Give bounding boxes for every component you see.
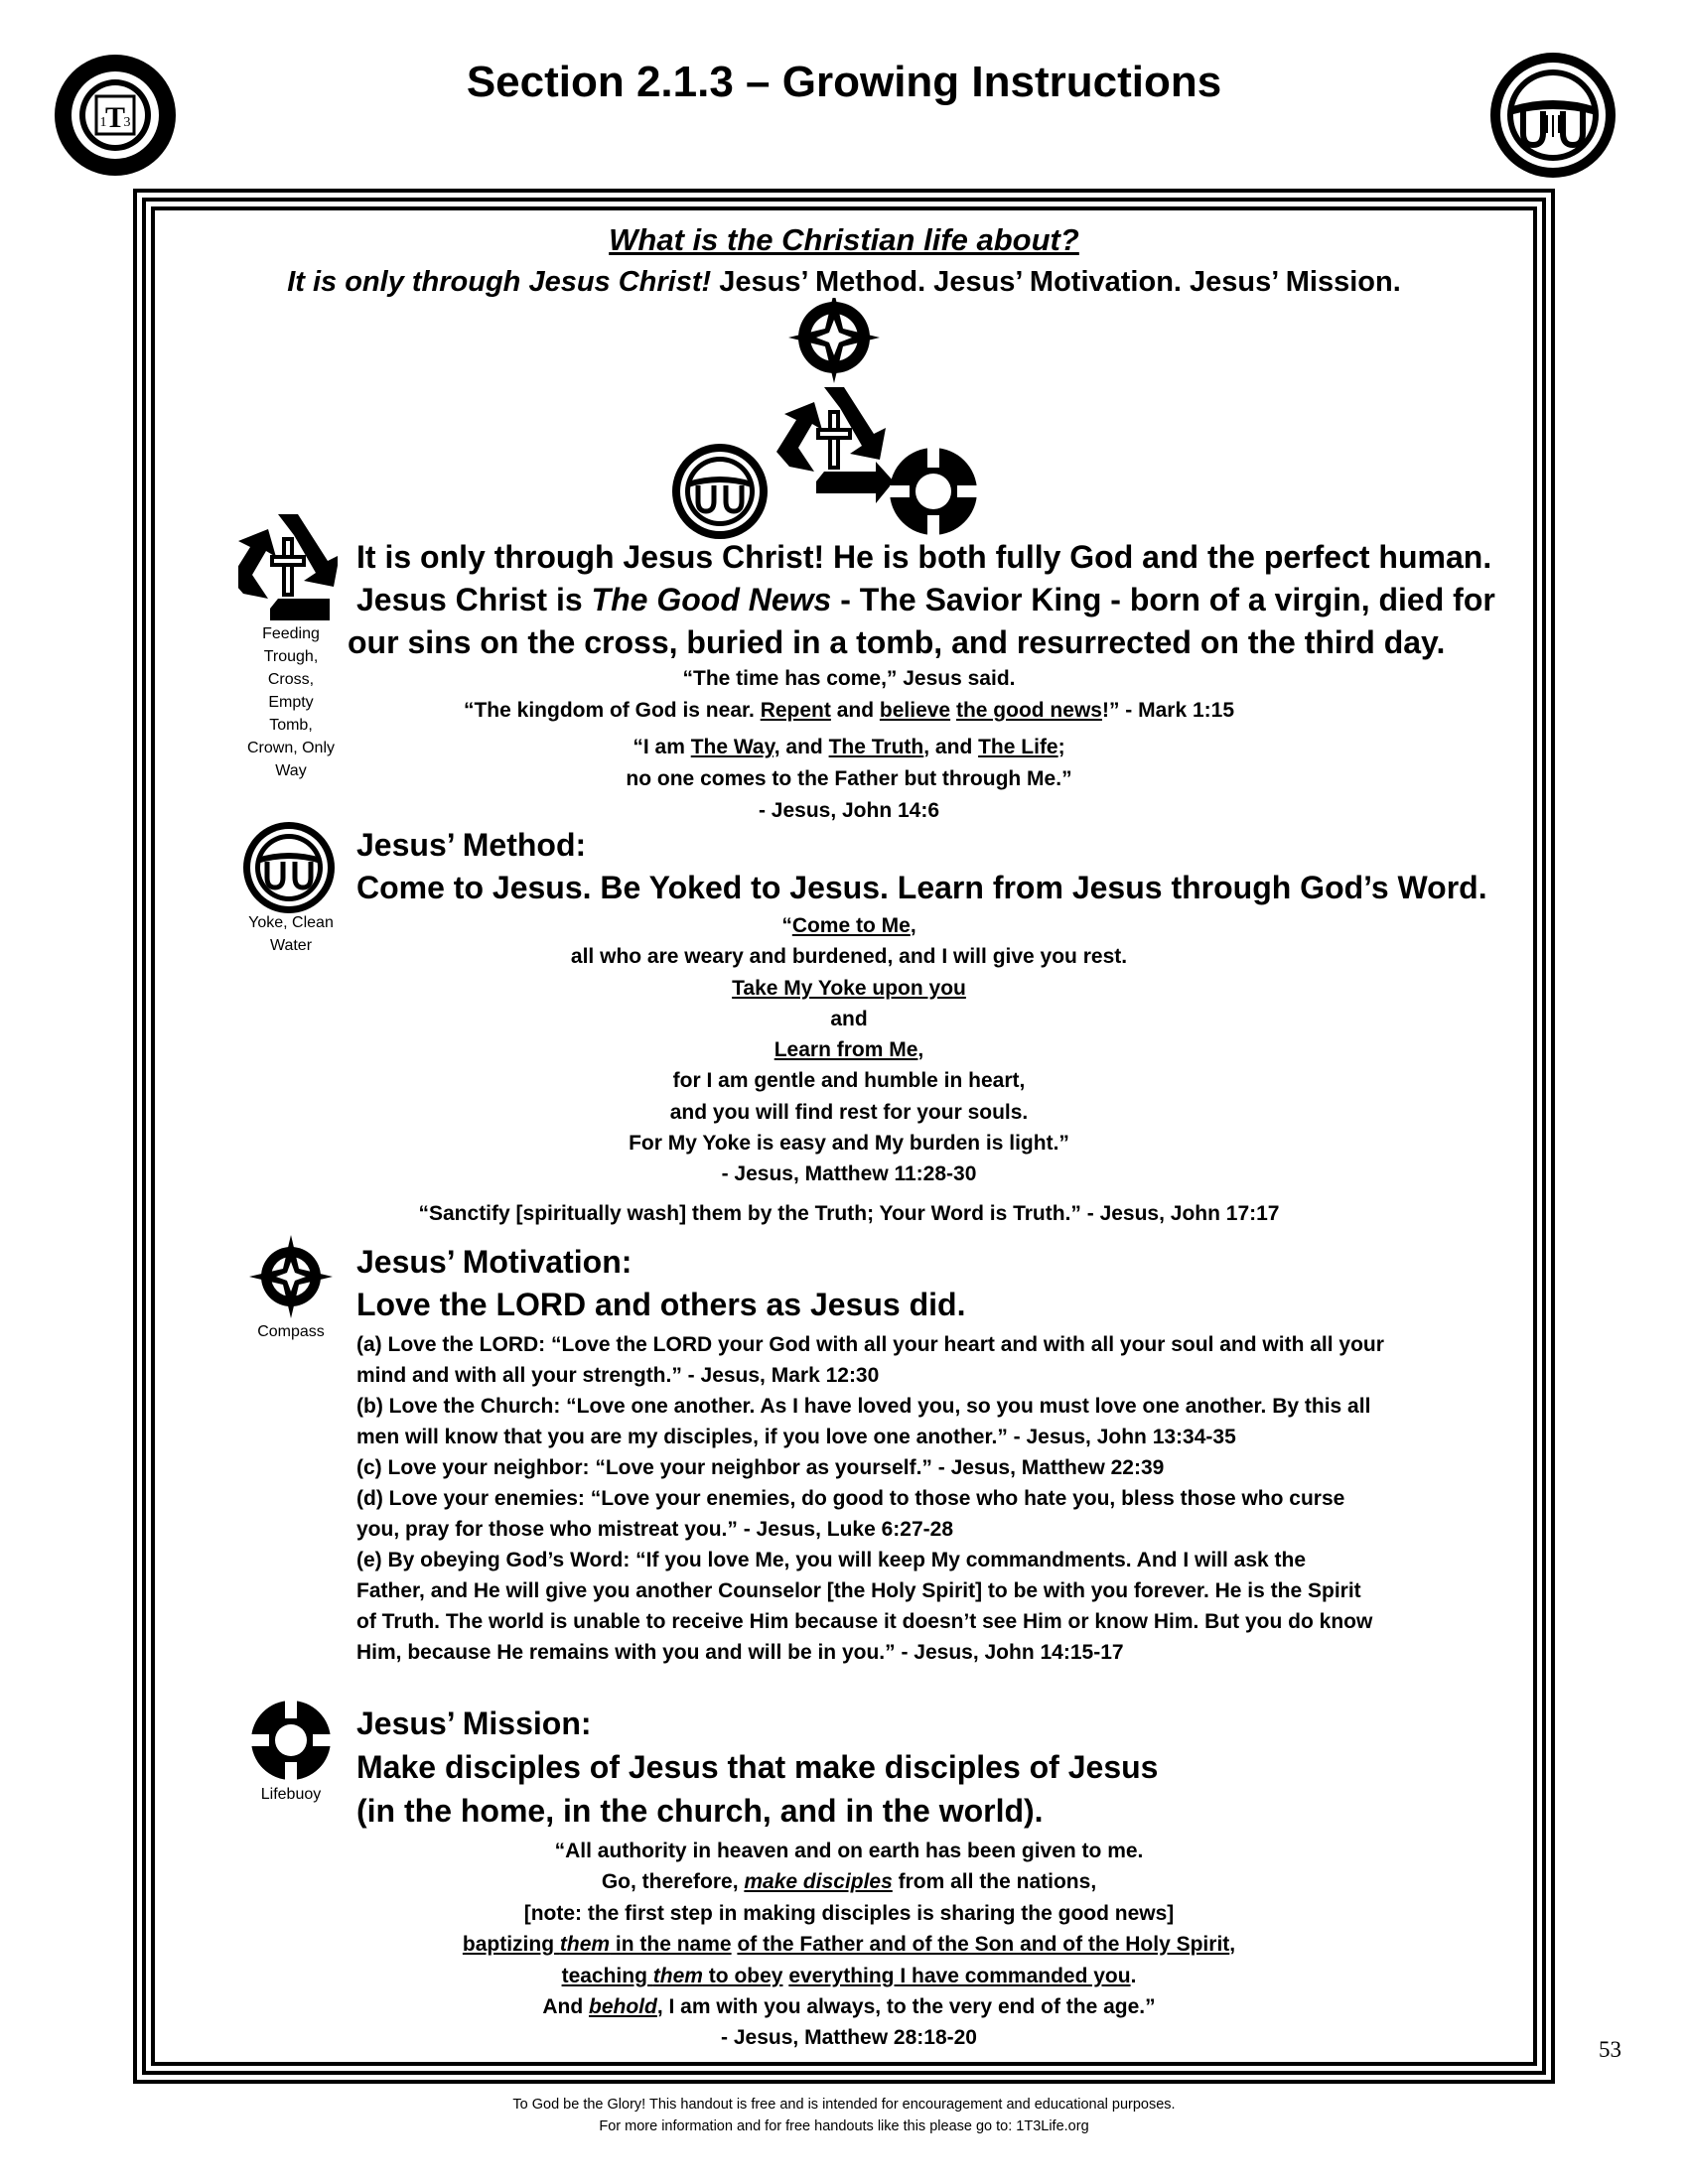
christ-quote-1: “The time has come,” Jesus said. xyxy=(682,667,1016,690)
christ-line-2-a: Jesus Christ is xyxy=(356,582,592,617)
svg-text:1: 1 xyxy=(99,115,107,130)
q3-and: and xyxy=(779,736,829,758)
intro-subtitle-lead: It is only through Jesus Christ! xyxy=(287,266,712,298)
mission-quote-7: - Jesus, Matthew 28:18-20 xyxy=(721,2026,977,2049)
mq1-end: , xyxy=(910,914,916,937)
intro-question: What is the Christian life about? xyxy=(609,222,1079,257)
svg-text:T: T xyxy=(104,101,126,134)
mi-q5-a: teaching xyxy=(561,1965,653,1987)
christ-quote-4: no one comes to the Father but through Me.” xyxy=(626,767,1072,790)
method-quote-9: - Jesus, Matthew 11:28-30 xyxy=(721,1162,977,1185)
icon-cluster xyxy=(665,298,983,541)
motivation-line: mind and with all your strength.” - Jesus, Mark 12:30 xyxy=(356,1364,880,1387)
mi-q4-b: in the name xyxy=(610,1933,732,1956)
intro-subtitle xyxy=(0,266,1688,299)
christ-line-1: It is only through Jesus Christ! He is both fully God and the perfect human. xyxy=(356,539,1492,575)
footer-line-2: For more information and for free handouts like this please go to: 1T3Life.org xyxy=(599,2118,1089,2134)
compass-icon xyxy=(788,298,880,383)
motivation-line: (d) Love your enemies: “Love your enemies, do good to those who hate you, bless those who curse xyxy=(356,1487,1345,1510)
q2-repent: Repent xyxy=(760,699,831,722)
mq5-u: Learn from Me xyxy=(774,1038,918,1061)
method-quote-3 xyxy=(328,973,1370,1004)
mi-q2-a: Go, therefore, xyxy=(601,1870,745,1893)
mq1-u: Come to Me xyxy=(791,914,911,937)
christ-icon-label: Feeding Trough, Cross, Empty Tomb, Crown, Only Way xyxy=(246,625,336,779)
mq3-u: Take My Yoke upon you xyxy=(732,977,966,1000)
christ-line-2-b: The Good News xyxy=(591,582,832,617)
intro-subtitle-rest: Jesus’ Method. Jesus’ Motivation. Jesus’ Mission. xyxy=(711,266,1401,298)
page-number: 53 xyxy=(1599,2037,1621,2062)
q3-a: “I am xyxy=(633,736,691,758)
method-quote-2: all who are weary and burdened, and I will give you rest. xyxy=(570,945,1128,968)
christ-line-2 xyxy=(356,579,1495,621)
q3-truth: The Truth xyxy=(828,736,924,758)
compass-side-icon xyxy=(248,1234,334,1319)
method-quote-10: “Sanctify [spiritually wash] them by the Truth; Your Word is Truth.” - Jesus, John 17:17 xyxy=(418,1202,1280,1225)
motivation-line: of Truth. The world is unable to receive Him because it doesn’t see Him or know Him. But you do know xyxy=(356,1610,1373,1633)
cross-recycle-side-icon xyxy=(238,511,338,620)
christ-quote-3 xyxy=(328,732,1370,762)
page-title: Section 2.1.3 – Growing Instructions xyxy=(466,58,1222,106)
mission-quote-5 xyxy=(328,1961,1370,1991)
footer-line-1: To God be the Glory! This handout is free and is intended for encouragement and educational purposes. xyxy=(512,2097,1176,2113)
mi-q5-b: to obey xyxy=(702,1965,783,1987)
mi-q2-end: from all the nations, xyxy=(892,1870,1097,1893)
method-icon-label: Yoke, Clean Water xyxy=(248,914,334,954)
mi-q4-a: baptizing xyxy=(462,1933,560,1956)
mi-q6-end: , I am with you always, to the very end of the age.” xyxy=(656,1995,1156,2018)
christ-quote-2 xyxy=(328,695,1370,726)
mission-subtitle-1: Make disciples of Jesus that make disciples of Jesus xyxy=(356,1749,1159,1785)
mi-q5-c: everything I have commanded you xyxy=(788,1965,1131,1987)
mi-q4-c: of the Father and of the Son and of the Holy Spirit xyxy=(737,1933,1230,1956)
method-quote-1 xyxy=(328,910,1370,941)
motivation-line: you, pray for those who mistreat you.” - Jesus, Luke 6:27-28 xyxy=(356,1518,954,1541)
motivation-subtitle: Love the LORD and others as Jesus did. xyxy=(356,1287,966,1322)
svg-text:3: 3 xyxy=(123,115,131,130)
christ-line-2-c: - The Savior King - born of a virgin, died for xyxy=(831,582,1495,617)
mq1-a: “ xyxy=(781,914,792,937)
method-quote-5 xyxy=(328,1034,1370,1065)
q2-and: and xyxy=(830,699,880,722)
mi-q4-them: them xyxy=(559,1933,611,1956)
method-quote-7: and you will find rest for your souls. xyxy=(669,1101,1029,1124)
mission-quote-3: [note: the first step in making disciples is sharing the good news] xyxy=(523,1902,1175,1925)
q3-end: ; xyxy=(1057,736,1065,758)
yoke-side-icon xyxy=(241,820,337,915)
mission-quote-2 xyxy=(328,1866,1370,1897)
mi-q5-end: . xyxy=(1130,1965,1137,1987)
method-quote-6: for I am gentle and humble in heart, xyxy=(672,1069,1026,1092)
q3-comma: , and xyxy=(923,736,979,758)
yoke-logo-right xyxy=(1487,50,1618,181)
motivation-title: Jesus’ Motivation: xyxy=(356,1244,633,1280)
mq5-end: , xyxy=(917,1038,924,1061)
mi-q2-u: make disciples xyxy=(744,1870,893,1893)
cross-recycle-icon xyxy=(776,387,894,503)
motivation-line: (a) Love the LORD: “Love the LORD your God with all your heart and with all your soul and with all your xyxy=(356,1333,1384,1356)
mi-q6-behold: behold xyxy=(589,1995,657,2018)
method-quote-8: For My Yoke is easy and My burden is light.” xyxy=(629,1132,1069,1155)
motivation-line: Father, and He will give you another Counselor [the Holy Spirit] to be with you forever. He is the Spirit xyxy=(356,1579,1361,1602)
motivation-line: Him, because He remains with you and will be in you.” - Jesus, John 14:15-17 xyxy=(356,1641,1124,1664)
mission-quote-4 xyxy=(328,1929,1370,1960)
christ-quote-5: - Jesus, John 14:6 xyxy=(758,799,940,822)
q3-way: The Way, xyxy=(690,736,780,758)
yoke-icon xyxy=(672,444,768,539)
mission-quote-6 xyxy=(328,1991,1370,2022)
motivation-line: (e) By obeying God’s Word: “If you love Me, you will keep My commandments. And I will ask the xyxy=(356,1549,1307,1571)
q2-a: “The kingdom of God is near. xyxy=(463,699,761,722)
motivation-body xyxy=(356,1329,1469,1668)
motivation-icon-label: Compass xyxy=(257,1323,325,1340)
q2-end: !” - Mark 1:15 xyxy=(1101,699,1234,722)
lifebuoy-icon xyxy=(890,448,977,535)
method-subtitle: Come to Jesus. Be Yoked to Jesus. Learn from Jesus through God’s Word. xyxy=(356,870,1487,905)
mission-icon-label: Lifebuoy xyxy=(260,1786,322,1803)
mission-quote-1: “All authority in heaven and on earth has been given to me. xyxy=(554,1840,1144,1862)
motivation-line: men will know that you are my disciples, if you love one another.” - Jesus, John 13:34-35 xyxy=(356,1426,1236,1448)
yoke-logo-icon xyxy=(1487,50,1618,181)
mi-q5-them: them xyxy=(652,1965,703,1987)
q2-believe: believe xyxy=(879,699,951,722)
mission-title: Jesus’ Mission: xyxy=(356,1706,592,1741)
mi-q4-end: , xyxy=(1229,1933,1236,1956)
method-title: Jesus’ Method: xyxy=(356,827,587,863)
q2-goodnews: the good news xyxy=(955,699,1102,722)
lifebuoy-side-icon xyxy=(250,1700,332,1781)
mission-subtitle-2: (in the home, in the church, and in the world). xyxy=(356,1793,1044,1829)
method-quote-4: and xyxy=(830,1008,868,1030)
christ-line-3: our sins on the cross, buried in a tomb, and resurrected on the third day. xyxy=(348,624,1446,660)
motivation-line: (b) Love the Church: “Love one another. As I have loved you, so you must love one another. By this all xyxy=(356,1395,1371,1418)
q3-life: The Life xyxy=(978,736,1058,758)
motivation-line: (c) Love your neighbor: “Love your neighbor as yourself.” - Jesus, Matthew 22:39 xyxy=(356,1456,1165,1479)
mi-q6-a: And xyxy=(542,1995,590,2018)
